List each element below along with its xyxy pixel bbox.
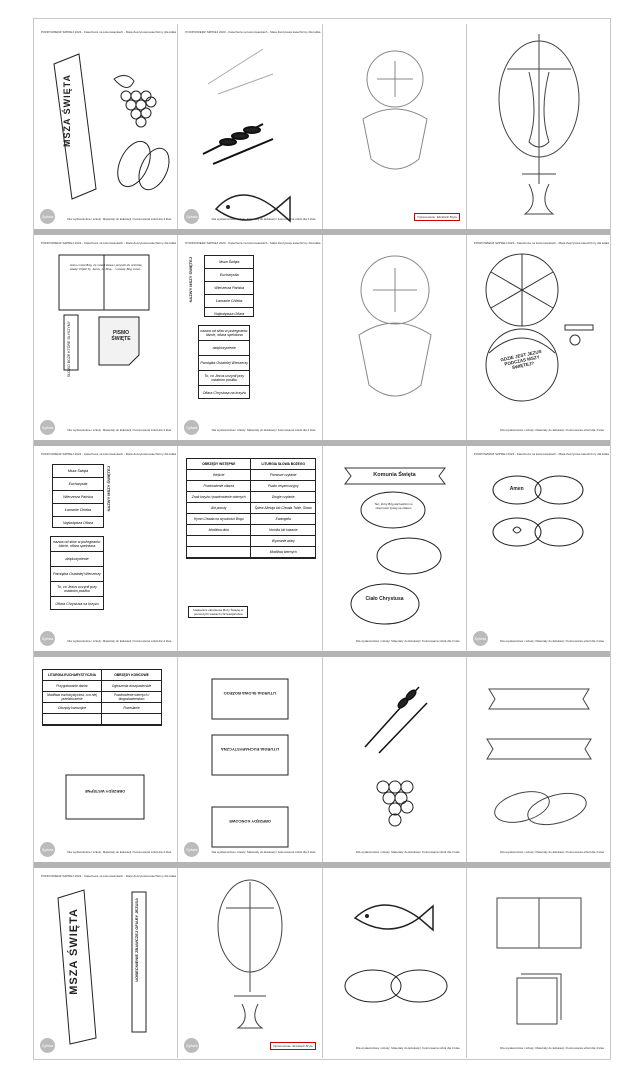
chalice-cross-art (467, 24, 610, 229)
page-book-outline: Dla wydawnictwa i szkoły: Materiały do Edukacji i Kolorowania szkół dla 4 klas (467, 868, 610, 1058)
row-1 (34, 24, 610, 229)
page-liturgy-table: OBRZĘDY WSTĘPNE LITURGIA SŁOWA BOŻEGO Wejście Pierwsze czytanie Pozdrowienie ołtarza Psalm responsoryjny Znak krzyża i pozdrowienie wiernych Drugie czytanie Akt pokuty Śpiew Alleluja lub Chwała Tobie, Słowo Hymn Chwała na wysokości Bogu Ewangelia Modlitwa dnia Homilia lub kazanie Wyznanie wiary Modlitwa wiernych Najstarsze określenia Mszy Świętej w pierwszych wiekach chrześcijaństwa (178, 446, 322, 651)
host-large-art (323, 235, 467, 440)
page-mass-names-2: PODPOWIEDZ SZPREJ 2023 - Katecheza na kolorowankach - Mata Zeszytowa katechizmy dla kółka Msza Święta Eucharystia Wieczerza Pańska Łamanie Chleba Najświętsza Ofiara NAZWY MSZY ŚWIĘTEJ nazwa od słów w pożegnaniu: Idźcie, ofiara spełniona dziękczynienie Pamiątka Ostatniej Wieczerzy To, co Jezus uczynił przy ostatnim posiłku Ofiara Chrystusa na krzyżu Sylwia Dla wydawnictwa i szkoły: Materiały do Edukacji i Kolorowania szkół dla 4 klas (34, 446, 178, 651)
banners-bread-art (467, 657, 610, 862)
page-mass-names: PODPOWIEDZ SZPREJ 2023 - Katecheza na kolorowankach - Mata Zeszytowa katechizmy dla kółka NAZWY MSZY ŚWIĘTEJ Msza Święta Eucharystia Wieczerza Pańska Łamanie Chleba Najświętsza Ofiara nazwa od słów w pożegnaniu: Idźcie, ofiara spełniona dziękczynienie Pamiątka Ostatniej Wieczerzy To, co Jezus uczynił przy ostatnim posiłku Ofiara Chrystusa na krzyżu Sylwia Dla wydawnictwa i szkoły: Materiały do Edukacji i Kolorowania szkół dla 4 klas (178, 235, 322, 440)
cards-art (178, 657, 322, 862)
footer-red-box: Opracowanie: Elizabeth Bryla (414, 213, 459, 221)
page-amen: PODPOWIEDZ SZPREJ 2023 - Katecheza na kolorowankach - Mata Zeszytowa katechizmy dla kółka Amen Sylwia Dla wydawnictwa i szkoły: Materiały do Edukacji i Kolorowania szkół dla 4 klas (467, 446, 610, 651)
page-cards: LITURGIA SŁOWA BOŻEGO LITURGIA EUCHARYSTYCZNA OBRZĘDY KOŃCOWE Sylwia Dla wydawnictwa i szkoły: Materiały do Edukacji i Kolorowania szkół dla 4 klas (178, 657, 322, 862)
page-wheat-fish: PODPOWIEDZ SZPREJ 2023 - Katecheza na kolorowankach - Mata Zeszytowa katechizmy dla kółka Sylwia Dla wydawnictwa i szkoły: Materiały do Edukacji i Kolorowania szkół dla 4 klas (178, 24, 322, 229)
msza-title: MSZA ŚWIĘTA (62, 74, 72, 147)
mass-names-desc-table: nazwa od słów w pożegnaniu: Idźcie, ofiara spełniona dziękczynienie Pamiątka Ostatniej Wieczerzy To, co Jezus uczynił przy ostatnim posiłku Ofiara Chrystusa na krzyżu (198, 325, 250, 399)
document-sheet (33, 18, 611, 1060)
wheat-fish-art (178, 24, 322, 229)
row-5 (34, 868, 610, 1058)
page-host-outline (323, 24, 467, 229)
mass-names-table: Msza Święta Eucharystia Wieczerza Pańska Łamanie Chleba Najświętsza Ofiara (204, 255, 254, 317)
mass-names-table-2: Msza Święta Eucharystia Wieczerza Pańska Łamanie Chleba Najświętsza Ofiara (52, 464, 104, 528)
book-outline-art (467, 868, 610, 1058)
row-2 (34, 235, 610, 440)
eucharist-table: LITURGIA EUCHARYSTYCZNA OBRZĘDY KOŃCOWE Przygotowanie darów Ogłoszenia duszpasterskie Modlitwa eucharystyczna, a w niej przeistoczenie Pozdrowienie wiernych i błogosławieństwo Obrzędy komunijne Rozesłanie (42, 669, 162, 726)
page-komunia: Komunia Święta Ten, który Bóg dał ludziom w obecności żywej na ołtarzu Ciało Chrystusa Dla wydawnictwa i szkoły: Materiały do Edukacji i Kolorowania szkół dla 4 klas (323, 446, 467, 651)
page-msza-title: PODPOWIEDZ SZPREJ 2023 - Katecheza na kolorowankach - Mata Zeszytowa katechizmy dla kółka MSZA ŚWIĘTA Sylwia Dla wydawnictwa i szkoły: Materiały do Edukacji i Kolorowania szkół dla 4 klas (34, 24, 178, 229)
page-eucharist-table: LITURGIA EUCHARYSTYCZNA OBRZĘDY KOŃCOWE Przygotowanie darów Ogłoszenia duszpasterskie Modlitwa eucharystyczna, a w niej przeistoczenie Pozdrowienie wiernych i błogosławieństwo Obrzędy komunijne Rozesłanie OBRZĘDY WSTĘPNE Sylwia Dla wydawnictwa i szkoły: Materiały do Edukacji i Kolorowania szkół dla 4 klas (34, 657, 178, 862)
fish-bubbles-art (323, 868, 467, 1058)
card-wstepne-art (34, 657, 178, 862)
page-banners-bread: Dla wydawnictwa i szkoły: Materiały do Edukacji i Kolorowania szkół dla 4 klas (467, 657, 610, 862)
chalice-small-art (178, 868, 322, 1058)
page-chalice-cross (467, 24, 610, 229)
msza-title-art (34, 24, 178, 229)
host-outline-art (323, 24, 467, 229)
page-bible: PODPOWIEDZ SZPREJ 2023 - Katecheza na kolorowankach - Mata Zeszytowa katechizmy dla kółka Jezus mówi Bóg, że mówił słowa i przyszli do uczniów, wtedy: Pójdź Ty, Jezus, za Mną... i mówią: Bóg mówi... PISMO ŚWIĘTE SŁOWO BOŻE KTÓRE SŁYSZYMY Sylwia Dla wydawnictwa i szkoły: Materiały do Edukacji i Kolorowania szkół dla 4 klas (34, 235, 178, 440)
page-host-large (323, 235, 467, 440)
amen-bubbles-art (467, 446, 610, 651)
page-wheel: PODPOWIEDZ SZPREJ 2023 - Katecheza na kolorowankach - Mata Zeszytowa katechizmy dla kółka GDZIE JEST JEZUS PODCZAS MSZY ŚWIĘTEJ? Dla wydawnictwa i szkoły: Materiały do Edukacji i Kolorowania szkół dla 4 klas (467, 235, 610, 440)
wheel-art (467, 235, 610, 440)
liturgy-table: OBRZĘDY WSTĘPNE LITURGIA SŁOWA BOŻEGO Wejście Pierwsze czytanie Pozdrowienie ołtarza Psalm responsoryjny Znak krzyża i pozdrowienie wiernych Drugie czytanie Akt pokuty Śpiew Alleluja lub Chwała Tobie, Słowo Hymn Chwała na wysokości Bogu Ewangelia Modlitwa dnia Homilia lub kazanie Wyznanie wiary Modlitwa wiernych (186, 458, 316, 559)
mass-names-desc-table-2: nazwa od słów w pożegnaniu: Idźcie, ofiara spełniona dziękczynienie Pamiątka Ostatniej Wieczerzy To, co Jezus uczynił przy ostatnim posiłku Ofiara Chrystusa na krzyżu (50, 536, 104, 610)
page-msza-vertical: PODPOWIEDZ SZPREJ 2023 - Katecheza na kolorowankach - Mata Zeszytowa katechizmy dla kółka MSZA ŚWIĘTA UOBECNIENIE ZBAWCZEJ OFIARY JEZUSA Sylwia (34, 868, 178, 1058)
row-3 (34, 446, 610, 651)
msza-vertical-art (34, 868, 178, 1058)
page-wheat-grapes: Dla wydawnictwa i szkoły: Materiały do Edukacji i Kolorowania szkół dla 4 klas (323, 657, 467, 862)
page-chalice-small: Sylwia Opracowanie: Elizabeth Bryla (178, 868, 322, 1058)
row-4 (34, 657, 610, 862)
page-fish-bubbles: Dla wydawnictwa i szkoły: Materiały do Edukacji i Kolorowania szkół dla 4 klas (323, 868, 467, 1058)
wheat-grapes-art (323, 657, 467, 862)
logo-badge: Sylwia (40, 209, 55, 224)
